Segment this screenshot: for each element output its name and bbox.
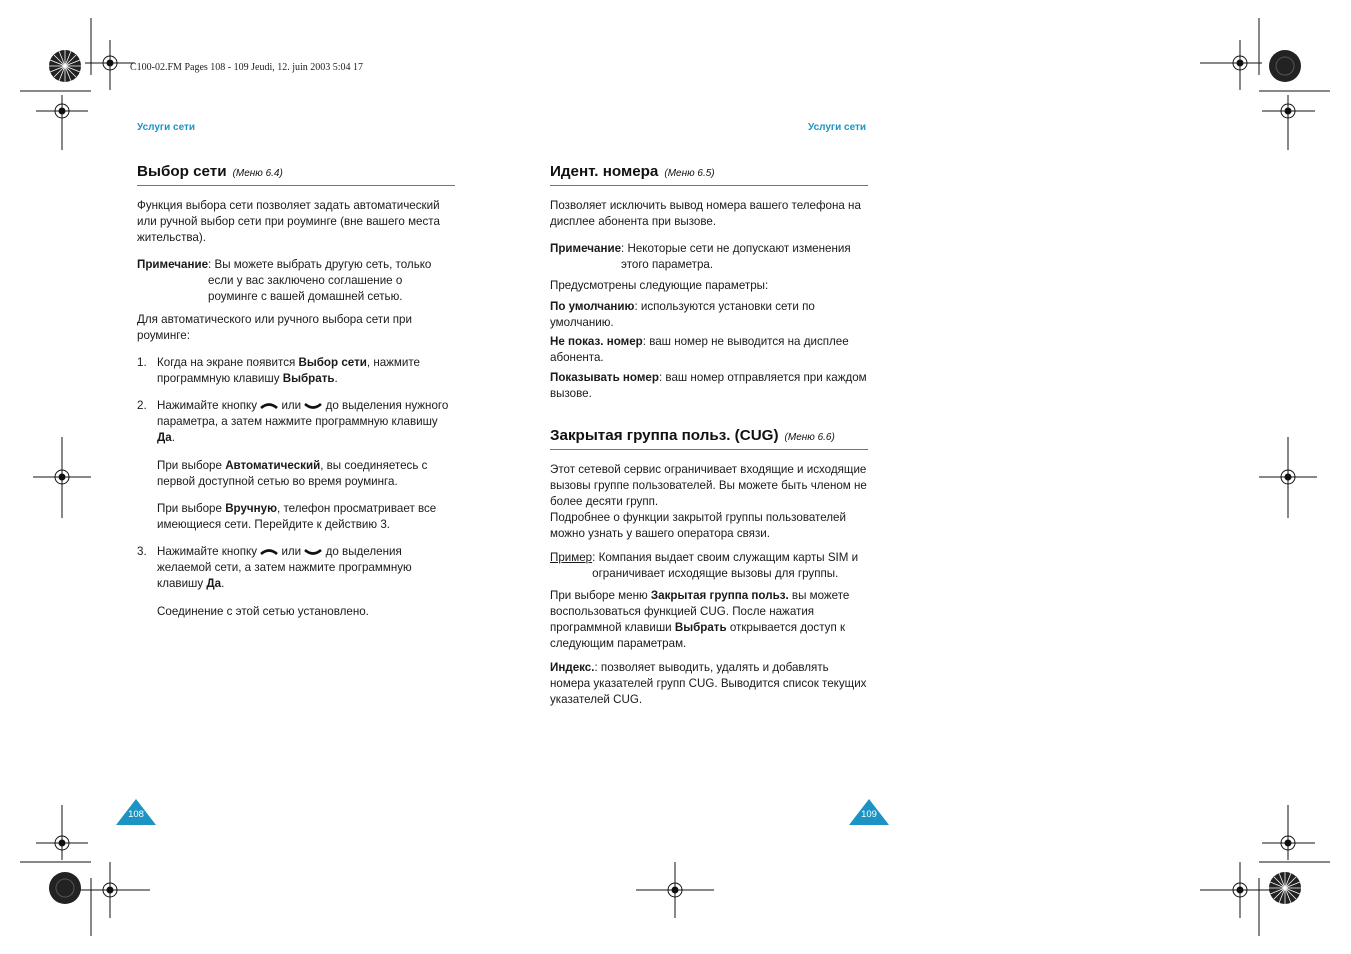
paragraph: Подробнее о функции закрытой группы пользователей можно узнать у вашего оператора связи. [550, 511, 846, 540]
paragraph: Предусмотрены следующие параметры: [550, 279, 769, 292]
list-text: Когда на экране появится Выбор сети, нажмите программную клавишу Выбрать. [157, 356, 420, 385]
sub-paragraph: Соединение с этой сетью установлено. [157, 605, 369, 618]
list-item [137, 398, 455, 446]
down-key-icon [304, 547, 322, 557]
print-slug: C100-02.FM Pages 108 - 109 Jeudi, 12. juin 2003 5:04 17 [130, 62, 364, 73]
list-text: Нажимайте кнопку или до выделения нужного параметра, а затем нажмите программную клавишу Да. [157, 399, 449, 444]
intro-paragraph: Функция выбора сети позволяет задать автоматический или ручной выбор сети при роуминге (вне вашего места жительства). [137, 199, 440, 244]
section-tag-right: Услуги сети [808, 122, 867, 133]
right-page-content [550, 164, 868, 708]
up-key-icon [260, 401, 278, 411]
note-text: : Вы можете выбрать другую сеть, только если у вас заключено соглашение о роуминге с вашей домашней сетью. [208, 258, 432, 303]
section-heading-network [137, 164, 455, 186]
heading-text: Идент. номера [550, 163, 659, 180]
section-heading-caller-id [550, 164, 868, 186]
section-tag-left: Услуги сети [137, 122, 196, 133]
list-item [137, 355, 455, 387]
option-paragraph: Показывать номер: ваш номер отправляется при каждом вызове. [550, 371, 867, 400]
sub-paragraph: При выборе Автоматический, вы соединяетесь с первой доступной сетью во время роуминга. [157, 459, 428, 488]
note-block [550, 241, 868, 273]
list-text: Нажимайте кнопку или до выделения желаемой сети, а затем нажмите программную клавишу Да. [157, 545, 412, 590]
list-number: 3. [137, 545, 147, 558]
paragraph: Для автоматического или ручного выбора сети при роуминге: [137, 313, 412, 342]
down-key-icon [304, 401, 322, 411]
page-number-left [116, 799, 156, 825]
page-number-text: 109 [861, 809, 877, 820]
heading-text: Закрытая группа польз. (CUG) [550, 427, 779, 444]
intro-paragraph: Позволяет исключить вывод номера вашего телефона на дисплее абонента при вызове. [550, 199, 861, 228]
example-label: Пример [550, 551, 593, 564]
list-number: 2. [137, 399, 147, 412]
left-page-content [137, 164, 455, 620]
list-item [137, 544, 455, 592]
page-number-right [849, 799, 889, 825]
option-paragraph: По умолчанию: используются установки сети по умолчанию. [550, 300, 815, 329]
note-block [137, 257, 455, 305]
section-heading-cug [550, 428, 868, 450]
option-paragraph: Не показ. номер: ваш номер не выводится на дисплее абонента. [550, 335, 849, 364]
example-block [550, 550, 868, 582]
note-label: Примечание [550, 242, 622, 255]
paragraph: Этот сетевой сервис ограничивает входящие и исходящие вызовы группе пользователей. Вы можете быть членом не более десяти групп. [550, 463, 867, 508]
list-number: 1. [137, 356, 147, 369]
menu-ref: (Меню 6.4) [232, 168, 283, 179]
menu-ref: (Меню 6.5) [664, 168, 715, 179]
sub-paragraph: При выборе Вручную, телефон просматривает все имеющиеся сети. Перейдите к действию 3. [157, 502, 437, 531]
page-number-text: 108 [128, 809, 144, 820]
up-key-icon [260, 547, 278, 557]
menu-ref: (Меню 6.6) [784, 432, 835, 443]
heading-text: Выбор сети [137, 163, 227, 180]
note-label: Примечание [137, 258, 209, 271]
option-paragraph: Индекс.: позволяет выводить, удалять и добавлять номера указателей групп CUG. Выводится список текущих указателей CUG. [550, 661, 867, 706]
note-text: : Некоторые сети не допускают изменения этого параметра. [621, 242, 851, 271]
paragraph: При выборе меню Закрытая группа польз. вы можете воспользоваться функцией CUG. После нажатия программной клавиши Выбрать открывается доступ к следующим параметрам. [550, 589, 850, 650]
example-text: : Компания выдает своим служащим карты SIM и ограничивает исходящие вызовы для группы. [592, 551, 859, 580]
